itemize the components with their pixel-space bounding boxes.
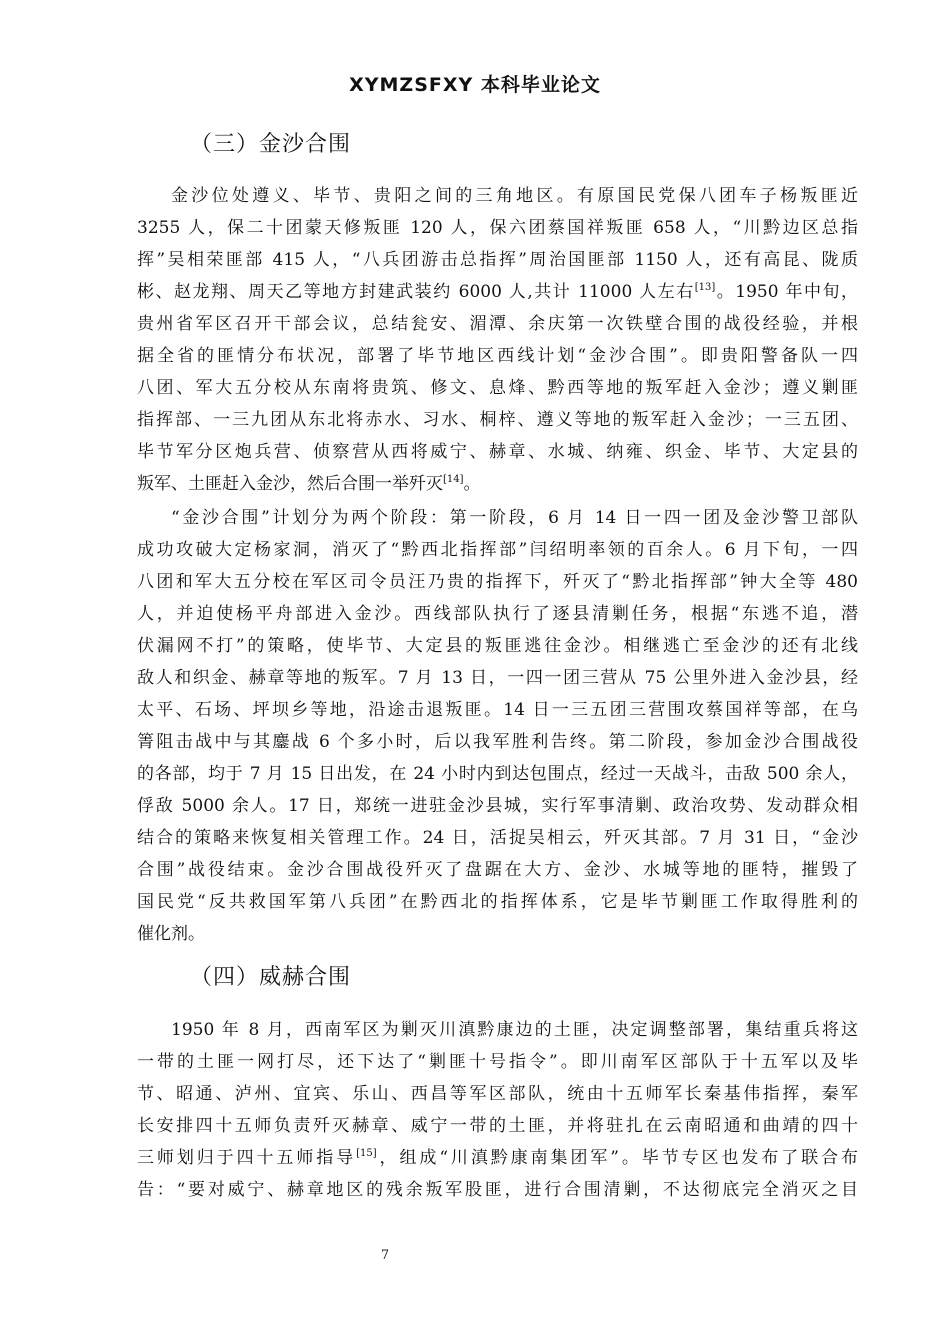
text-line: 太平、石场、坪坝乡等地，沿途击退叛匪。14 日一三五团三营围攻蔡国祥等部，在乌 [137, 700, 858, 720]
text-line: 伏漏网不打”的策略，使毕节、大定县的叛匪逃往金沙。相继逃亡至金沙的还有北线 [137, 636, 858, 656]
text-line: 贵州省军区召开干部会议，总结瓮安、湄潭、余庆第一次铁壁合围的战役经验，并根 [137, 314, 858, 334]
running-header: XYMZSFXY 本科毕业论文 [349, 74, 601, 96]
text-run: 彬、赵龙翔、周天乙等地方封建武装约 6000 人,共计 11000 人左右 [137, 282, 695, 302]
text-line: 节、昭通、泸州、宜宾、乐山、西昌等军区部队，统由十五师军长秦基伟指挥，秦军 [137, 1084, 858, 1104]
text-line: 成功攻破大定杨家洞，消灭了“黔西北指挥部”闫绍明率领的百余人。6 月下旬，一四 [137, 540, 858, 560]
text-run: 叛军、土匪赶入金沙，然后合围一举歼灭 [137, 474, 443, 494]
text-line [137, 1148, 858, 1168]
text-line: 一带的土匪一网打尽，还下达了“剿匪十号指令”。即川南军区部队于十五军以及毕 [137, 1052, 858, 1072]
text-line: 据全省的匪情分布状况，部署了毕节地区西线计划“金沙合围”。即贵阳警备队一四 [137, 346, 858, 366]
text-line: 3255 人，保二十团蒙天修叛匪 120 人，保六团蔡国祥叛匪 658 人，“川黔边区总指 [137, 218, 858, 238]
citation-14: [14] [443, 474, 464, 485]
citation-15: [15] [356, 1148, 377, 1159]
text-line: 毕节军分区炮兵营、侦察营从西将威宁、赫章、水城、纳雍、织金、毕节、大定县的 [137, 442, 858, 462]
text-line: 国民党“反共救国军第八兵团”在黔西北的指挥体系，它是毕节剿匪工作取得胜利的 [137, 892, 858, 912]
text-run: ，组成“川滇黔康南集团军”。毕节专区也发布了联合布 [376, 1148, 858, 1168]
text-line: 箐阻击战中与其鏖战 6 个多小时，后以我军胜利告终。第二阶段，参加金沙合围战役 [137, 732, 858, 752]
section-heading-4: （四）威赫合围 [190, 965, 352, 990]
text-run: 三师划归于四十五师指导 [137, 1148, 357, 1168]
text-line: 敌人和织金、赫章等地的叛军。7 月 13 日，一四一团三营从 75 公里外进入金沙县，经 [137, 668, 858, 688]
text-line: 俘敌 5000 余人。17 日，郑统一进驻金沙县城，实行军事清剿、政治攻势、发动群众相 [137, 796, 858, 816]
text-line: 长安排四十五师负责歼灭赫章、威宁一带的土匪，并将驻扎在云南昭通和曲靖的四十 [137, 1116, 858, 1136]
text-line: 催化剂。 [137, 924, 205, 944]
text-line: 挥”吴相荣匪部 415 人，“八兵团游击总指挥”周治国匪部 1150 人，还有高昆、陇质 [137, 250, 858, 270]
text-line: 八团和军大五分校在军区司令员汪乃贵的指挥下，歼灭了“黔北指挥部”钟大全等 480 [137, 572, 858, 592]
text-line: 人，并迫使杨平舟部进入金沙。西线部队执行了逐县清剿任务，根据“东逃不追，潜 [137, 604, 858, 624]
text-line: 八团、军大五分校从东南将贵筑、修文、息烽、黔西等地的叛军赶入金沙；遵义剿匪 [137, 378, 858, 398]
text-run: 。1950 年中旬， [715, 282, 858, 302]
page-number: 7 [380, 1248, 390, 1263]
text-line: 结合的策略来恢复相关管理工作。24 日，活捉吴相云，歼灭其部。7 月 31 日，“金沙 [137, 828, 858, 848]
text-line [137, 474, 858, 494]
text-line: 指挥部、一三九团从东北将赤水、习水、桐梓、遵义等地的叛军赶入金沙；一三五团、 [137, 410, 858, 430]
citation-13: [13] [694, 282, 716, 293]
text-line: 的各部，均于 7 月 15 日出发，在 24 小时内到达包围点，经过一天战斗，击敌 500 余人， [137, 764, 858, 784]
text-line [137, 282, 858, 302]
text-line: 告：“要对威宁、赫章地区的残余叛军股匪，进行合围清剿，不达彻底完全消灭之目 [137, 1180, 858, 1200]
text-run: 。 [463, 474, 481, 494]
text-line: “金沙合围”计划分为两个阶段：第一阶段，6 月 14 日一四一团及金沙警卫部队 [171, 508, 858, 528]
text-line: 合围”战役结束。金沙合围战役歼灭了盘踞在大方、金沙、水城等地的匪特，摧毁了 [137, 860, 858, 880]
text-line: 金沙位处遵义、毕节、贵阳之间的三角地区。有原国民党保八团车子杨叛匪近 [171, 186, 858, 206]
section-heading-3: （三）金沙合围 [190, 132, 352, 157]
text-line: 1950 年 8 月，西南军区为剿灭川滇黔康边的土匪，决定调整部署，集结重兵将这 [171, 1020, 858, 1040]
